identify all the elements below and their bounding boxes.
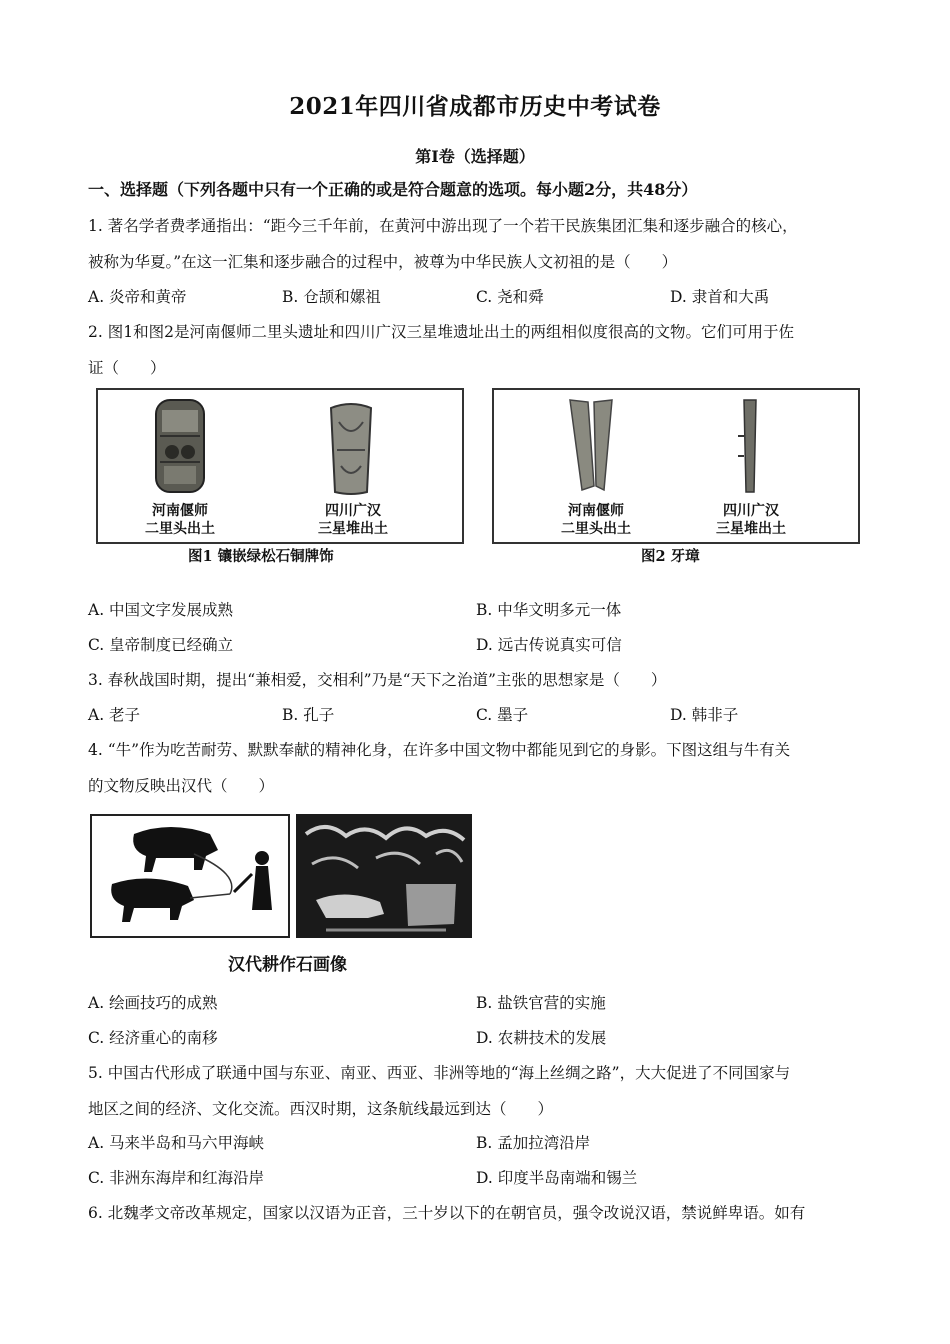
sanxingdui-yazhang-blade-image <box>730 396 770 496</box>
q4-option-d[interactable]: D. 农耕技术的发展 <box>476 1029 607 1047</box>
q1-option-b[interactable]: B. 仓颉和嫘祖 <box>282 288 381 306</box>
q5-option-b[interactable]: B. 孟加拉湾沿岸 <box>476 1134 591 1152</box>
sanxingdui-bronze-plaque-image <box>325 400 377 496</box>
q3-option-b[interactable]: B. 孔子 <box>282 706 335 724</box>
q3-option-d[interactable]: D. 韩非子 <box>670 706 739 724</box>
figure-1-caption: 图1 镶嵌绿松石铜牌饰 <box>188 548 334 565</box>
q5-stem-line1: 5. 中国古代形成了联通中国与东亚、南亚、西亚、非洲等地的“海上丝绸之路”，大大促进了不同国家与 <box>88 1064 791 1082</box>
figure-2-frame <box>492 388 860 544</box>
fig2-left-caption-line1: 河南偃师 <box>568 503 624 519</box>
fig1-left-caption-line2: 二里头出土 <box>145 521 215 537</box>
q5-stem-line2: 地区之间的经济、文化交流。西汉时期，这条航线最远到达（ ） <box>88 1100 554 1118</box>
han-relief-caption: 汉代耕作石画像 <box>228 955 347 975</box>
q1-stem-line1: 1. 著名学者费孝通指出：“距今三千年前，在黄河中游出现了一个若干民族集团汇集和逐步融合的核心， <box>88 217 798 235</box>
q4-option-c[interactable]: C. 经济重心的南移 <box>88 1029 218 1047</box>
q2-option-d[interactable]: D. 远古传说真实可信 <box>476 636 622 654</box>
fig1-right-caption-line1: 四川广汉 <box>325 503 381 519</box>
q3-option-c[interactable]: C. 墨子 <box>476 706 529 724</box>
q2-option-b[interactable]: B. 中华文明多元一体 <box>476 601 622 619</box>
q5-option-c[interactable]: C. 非洲东海岸和红海沿岸 <box>88 1169 265 1187</box>
q5-option-d[interactable]: D. 印度半岛南端和锡兰 <box>476 1169 638 1187</box>
fig2-right-caption-line2: 三星堆出土 <box>716 521 786 537</box>
erlitou-yazhang-blade-image <box>560 396 620 496</box>
q4-stem-line2: 的文物反映出汉代（ ） <box>88 777 275 795</box>
han-ox-ploughing-drawing <box>90 814 290 938</box>
q2-option-a[interactable]: A. 中国文字发展成熟 <box>88 601 234 619</box>
q1-stem-line2: 被称为华夏。”在这一汇集和逐步融合的过程中，被尊为中华民族人文初祖的是（ ） <box>88 253 678 271</box>
erlitou-bronze-plaque-image <box>150 396 210 496</box>
q5-option-a[interactable]: A. 马来半岛和马六甲海峡 <box>88 1134 265 1152</box>
q3-option-a[interactable]: A. 老子 <box>88 706 141 724</box>
q1-option-d[interactable]: D. 隶首和大禹 <box>670 288 770 306</box>
part-heading: 第Ⅰ卷（选择题） <box>415 147 535 166</box>
section-heading: 一、选择题（下列各题中只有一个正确的或是符合题意的选项。每小题2分，共48分） <box>88 180 698 199</box>
q4-option-b[interactable]: B. 盐铁官营的实施 <box>476 994 606 1012</box>
q4-stem-line1: 4. “牛”作为吃苦耐劳、默默奉献的精神化身，在许多中国文物中都能见到它的身影。下图这组与牛有关 <box>88 741 791 759</box>
q1-option-a[interactable]: A. 炎帝和黄帝 <box>88 288 187 306</box>
q2-stem-line2: 证（ ） <box>88 359 166 377</box>
figure-2-caption: 图2 牙璋 <box>641 548 700 565</box>
exam-title: 2021年四川省成都市历史中考试卷 <box>289 93 661 120</box>
q2-stem-line1: 2. 图1和图2是河南偃师二里头遗址和四川广汉三星堆遗址出土的两组相似度很高的文物。它们可用于佐 <box>88 323 794 341</box>
q6-stem-line1: 6. 北魏孝文帝改革规定，国家以汉语为正音，三十岁以下的在朝官员，强令改说汉语，禁说鲜卑语。如有 <box>88 1204 806 1222</box>
q1-option-c[interactable]: C. 尧和舜 <box>476 288 544 306</box>
fig2-right-caption-line1: 四川广汉 <box>723 503 779 519</box>
q2-option-c[interactable]: C. 皇帝制度已经确立 <box>88 636 234 654</box>
fig2-left-caption-line2: 二里头出土 <box>561 521 631 537</box>
q4-option-a[interactable]: A. 绘画技巧的成熟 <box>88 994 218 1012</box>
han-stone-relief-rubbing <box>296 814 472 938</box>
fig1-right-caption-line2: 三星堆出土 <box>318 521 388 537</box>
q3-stem: 3. 春秋战国时期，提出“兼相爱，交相利”乃是“天下之治道”主张的思想家是（ ） <box>88 671 667 689</box>
fig1-left-caption-line1: 河南偃师 <box>152 503 208 519</box>
